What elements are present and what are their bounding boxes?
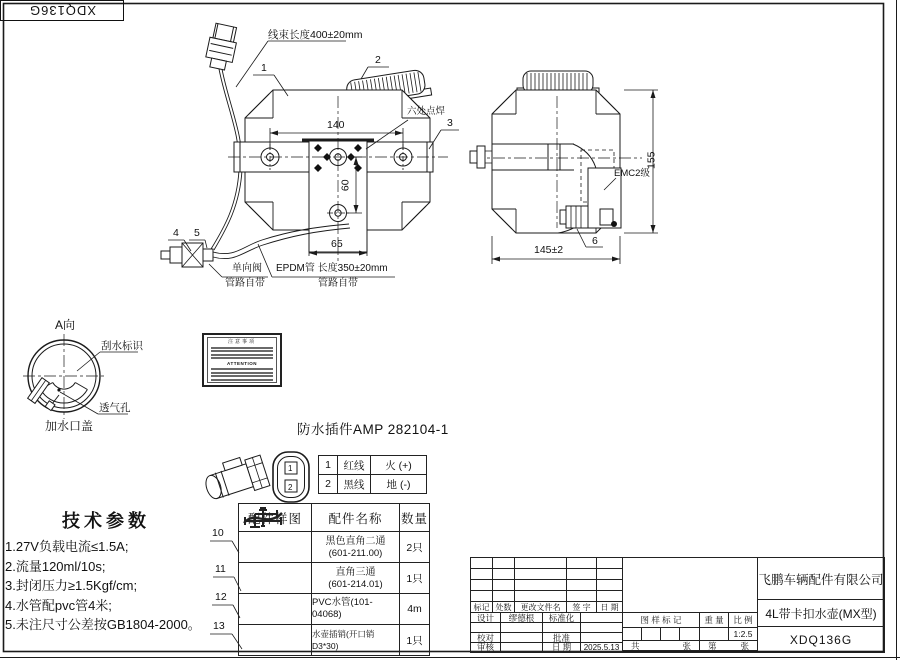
warning-text-line xyxy=(211,347,273,349)
pin-no: 2 xyxy=(319,475,338,494)
sheets-total-cell xyxy=(623,641,700,651)
callout-4: 4 xyxy=(173,227,179,239)
weld-note: 六处点焊 xyxy=(407,106,446,117)
pin-no: 1 xyxy=(319,456,338,475)
pin-signal: 地 (-) xyxy=(371,475,427,494)
tech-params-list xyxy=(5,537,201,635)
epdm-note-line1: EPDM管 长度350±20mm xyxy=(276,263,388,274)
sheet-no-label: 第 xyxy=(708,641,717,651)
warning-text-line xyxy=(211,375,273,377)
date-label: 日 期 xyxy=(543,643,581,652)
title-block-left xyxy=(471,558,623,652)
wiper-symbol xyxy=(28,378,88,411)
part-name: 黑色直角二通 xyxy=(325,535,386,547)
mark-weight-scale-header xyxy=(623,613,758,628)
sheets-total-label: 共 xyxy=(631,641,640,651)
part-name-title: 4L带卡扣水壶(MX型) xyxy=(758,600,884,627)
callout-2: 2 xyxy=(375,54,381,66)
grid-cell xyxy=(581,633,623,643)
dim-140-label: 140 xyxy=(327,119,345,131)
pin-wire: 红线 xyxy=(338,456,371,475)
vent-label: 透气孔 xyxy=(99,402,131,414)
tech-param-item: 4.水管配pvc管4米; xyxy=(5,597,112,613)
pin-signal: 火 (+) xyxy=(371,456,427,475)
title-block-middle xyxy=(623,558,758,652)
title-block-right xyxy=(758,558,884,652)
callout-13: 13 xyxy=(213,620,225,632)
valve-note-line1: 单向阀 xyxy=(232,263,262,274)
warning-label xyxy=(202,333,282,387)
grid-cell xyxy=(515,591,567,602)
grid-cell xyxy=(597,569,623,580)
grid-cell xyxy=(567,558,597,569)
part-name: PVC水管(101-04068) xyxy=(312,597,373,620)
grid-cell xyxy=(661,628,680,641)
grid-cell xyxy=(493,580,515,591)
elbow-fitting-image xyxy=(239,532,312,563)
rev-mark-label: 标记 xyxy=(471,602,493,613)
warning-text-line xyxy=(211,354,273,356)
drawing-number: XDQ136G xyxy=(789,632,853,647)
connector-3d-drawing xyxy=(201,451,270,504)
revision-header-row xyxy=(471,602,623,613)
dim-145-label: 145±2 xyxy=(534,244,564,256)
callout-3: 3 xyxy=(447,117,453,129)
grid-cell xyxy=(501,643,543,652)
warning-text-line xyxy=(211,368,273,370)
tech-param-item: 2.流量120ml/10s; xyxy=(5,558,106,574)
design-name: 缪德根 xyxy=(501,613,543,623)
callout-11: 11 xyxy=(215,563,226,575)
front-view xyxy=(161,23,459,277)
tech-params-title: 技术参数 xyxy=(62,511,150,531)
tech-param-item: 1.27V负载电流≤1.5A; xyxy=(5,539,129,554)
grid-cell xyxy=(515,558,567,569)
scale-label: 比 例 xyxy=(729,613,758,628)
callout-10: 10 xyxy=(212,527,224,539)
signature-grid xyxy=(471,613,623,653)
part-name: 水壶插销(开口销D3*30) xyxy=(312,629,375,651)
grid-cell xyxy=(597,580,623,591)
sheets-total-unit: 张 xyxy=(682,641,691,651)
grid-cell xyxy=(623,628,642,641)
dim-65-label: 65 xyxy=(331,238,343,250)
warning-label-title: 注意事项 xyxy=(227,339,256,345)
sheet-count-row xyxy=(623,641,758,651)
part-qty: 2只 xyxy=(400,532,429,563)
pin-2-number: 2 xyxy=(288,483,293,492)
grid-cell xyxy=(501,633,543,643)
sheet-number-cell xyxy=(700,641,758,651)
mark-label: 图 样 标 记 xyxy=(623,613,700,628)
grid-cell xyxy=(581,613,623,623)
grid-cell xyxy=(471,591,493,602)
company-name: 飞鹏车辆配件有限公司 xyxy=(758,558,884,600)
connector-title: 防水插件AMP 282104-1 xyxy=(297,422,449,437)
tech-param-item: 3.封闭压力≥1.5Kgf/cm; xyxy=(5,578,138,594)
weight-label: 重 量 xyxy=(700,613,729,628)
harness-length-note: 线束长度400±20mm xyxy=(268,29,363,41)
date-value: 2025.5.13 xyxy=(581,643,623,652)
standardize-label: 标准化 xyxy=(543,613,581,623)
connector-face-drawing xyxy=(273,452,309,502)
parts-col-name: 配件名称 xyxy=(312,504,400,532)
grid-cell xyxy=(471,623,501,633)
scale-value: 1:2.5 xyxy=(729,628,758,641)
revision-grid xyxy=(471,558,623,602)
grid-cell xyxy=(493,569,515,580)
grid-cell xyxy=(581,623,623,633)
emc-note: EMC2级 xyxy=(614,168,650,179)
valve-note-line2: 管路自带 xyxy=(225,278,265,289)
corner-code: XDQ136G xyxy=(28,3,96,18)
grid-cell xyxy=(501,623,543,633)
grid-cell xyxy=(642,628,661,641)
grid-cell xyxy=(597,558,623,569)
wiper-label: 刮水标识 xyxy=(101,340,143,352)
grid-cell xyxy=(623,558,758,613)
dim-155-label: 155 xyxy=(645,151,658,170)
warning-text-line xyxy=(211,372,273,374)
warning-text-line xyxy=(211,357,273,359)
parts-table xyxy=(238,503,430,656)
grid-cell xyxy=(515,569,567,580)
pin-wire: 黑线 xyxy=(338,475,371,494)
tech-param-item: 5.未注尺寸公差按GB1804-2000。 xyxy=(5,617,201,633)
warning-label-inner xyxy=(207,337,277,383)
grid-cell xyxy=(567,591,597,602)
weight-value xyxy=(700,628,729,641)
cotter-pin-image xyxy=(239,625,312,655)
grid-cell xyxy=(567,569,597,580)
grid-cell xyxy=(471,558,493,569)
rev-count-label: 处数 xyxy=(493,602,515,613)
grid-cell xyxy=(471,580,493,591)
part-code: (601-211.00) xyxy=(328,547,383,559)
epdm-note-line2: 管路自带 xyxy=(318,278,358,289)
corner-code-box xyxy=(0,0,124,21)
warning-text-line xyxy=(211,350,273,352)
audit-label: 审核 xyxy=(471,643,501,652)
callout-12: 12 xyxy=(215,591,227,603)
proof-label: 校对 xyxy=(471,633,501,643)
parts-col-sample: 配件样图 xyxy=(239,504,312,532)
hose-image xyxy=(239,594,312,625)
part-qty: 4m xyxy=(400,594,429,625)
harness-connector xyxy=(204,23,240,72)
sheet-no-unit: 张 xyxy=(740,641,749,651)
rev-date-label: 日 期 xyxy=(597,602,623,613)
design-label: 设计 xyxy=(471,613,501,623)
warning-label-attention: ATTENTION xyxy=(227,360,257,366)
warning-text-line xyxy=(211,379,273,381)
grid-cell xyxy=(471,569,493,580)
mark-weight-scale-values xyxy=(623,628,758,641)
filler-cap-label: 加水口盖 xyxy=(45,419,94,433)
part-qty: 1只 xyxy=(400,563,429,594)
part-qty: 1只 xyxy=(406,634,423,647)
part-code: (601-214.01) xyxy=(328,578,383,590)
pin-table xyxy=(318,455,427,494)
approve-label: 批准 xyxy=(543,633,581,643)
pin-1-number: 1 xyxy=(288,464,293,473)
grid-cell xyxy=(543,623,581,633)
grid-cell xyxy=(567,580,597,591)
tee-fitting-image xyxy=(239,563,312,594)
grid-cell xyxy=(493,591,515,602)
grid-cell xyxy=(680,628,700,641)
grid-cell xyxy=(597,591,623,602)
callout-6: 6 xyxy=(592,235,598,247)
grid-cell xyxy=(493,558,515,569)
callout-1: 1 xyxy=(261,62,267,74)
parts-col-qty: 数量 xyxy=(400,504,429,532)
check-valve xyxy=(161,243,213,267)
grid-cell xyxy=(515,580,567,591)
title-block xyxy=(470,557,885,653)
rev-sign-label: 签 字 xyxy=(567,602,597,613)
callout-5: 5 xyxy=(194,227,200,239)
dim-60-label: 60 xyxy=(339,179,352,192)
rev-file-label: 更改文件名 xyxy=(515,602,567,613)
part-name: 直角三通 xyxy=(335,566,376,578)
view-a-title: A向 xyxy=(55,318,76,332)
